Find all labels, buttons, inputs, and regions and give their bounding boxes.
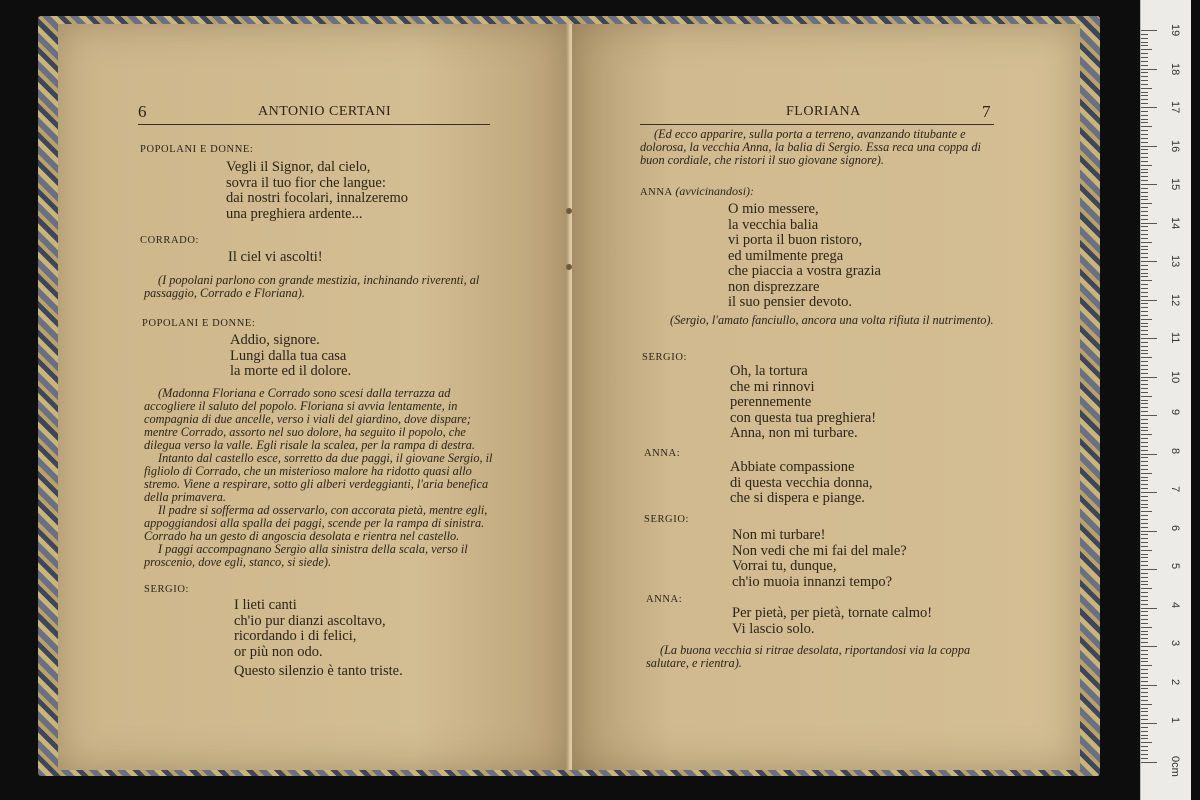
ruler-minor-tick (1141, 80, 1148, 81)
ruler-minor-tick (1141, 754, 1148, 755)
ruler-minor-tick (1141, 596, 1148, 597)
stage-paragraph: I paggi accompagnano Sergio alla sinistra della scala, verso il proscenio, dove egli, stanco, si siede). (144, 542, 468, 569)
verse-line: Non mi turbare! (732, 527, 826, 543)
ruler-minor-tick (1141, 49, 1152, 50)
page-number-right: 7 (982, 102, 991, 121)
ruler-minor-tick (1141, 430, 1148, 431)
verse-line: Il ciel vi ascolti! (228, 249, 323, 265)
ruler-minor-tick (1141, 484, 1148, 485)
ruler-minor-tick (1141, 246, 1148, 247)
ruler-label: 6 (1169, 524, 1181, 531)
verse-line: Questo silenzio è tanto triste. (234, 663, 403, 679)
ruler-major-tick (1141, 377, 1157, 378)
stage-paragraph: (La buona vecchia si ritrae desolata, riportandosi via la coppa salutare, e rientra). (646, 643, 971, 670)
ruler-minor-tick (1141, 423, 1148, 424)
verse-block (732, 606, 932, 637)
ruler-minor-tick (1141, 111, 1148, 112)
ruler-minor-tick (1141, 42, 1148, 43)
ruler-minor-tick (1141, 342, 1148, 343)
header-rule-left (138, 124, 490, 125)
speaker-label (640, 184, 754, 199)
ruler-minor-tick (1141, 99, 1148, 100)
ruler-minor-tick (1141, 122, 1148, 123)
ruler-minor-tick (1141, 600, 1148, 601)
ruler-minor-tick (1141, 419, 1148, 420)
ruler-minor-tick (1141, 581, 1148, 582)
ruler-minor-tick (1141, 519, 1148, 520)
speaker-name: ANNA (640, 187, 673, 198)
ruler-minor-tick (1141, 661, 1148, 662)
ruler-minor-tick (1141, 288, 1148, 289)
verse-block (730, 364, 876, 442)
ruler-minor-tick (1141, 427, 1148, 428)
ruler-minor-tick (1141, 361, 1148, 362)
verse-line: che mi rinnovi (730, 378, 815, 395)
ruler-minor-tick (1141, 269, 1148, 270)
ruler-major-tick (1141, 261, 1157, 262)
ruler-minor-tick (1141, 696, 1148, 697)
ruler-minor-tick (1141, 215, 1148, 216)
verse-line: Oh, la tortura (730, 363, 808, 379)
ruler-minor-tick (1141, 738, 1148, 739)
ruler-label: 7 (1169, 486, 1181, 493)
verse-line: di questa vecchia donna, (730, 474, 873, 491)
ruler-minor-tick (1141, 61, 1148, 62)
right-page (572, 24, 1080, 770)
ruler-minor-tick (1141, 504, 1148, 505)
ruler-minor-tick (1141, 446, 1148, 447)
ruler-minor-tick (1141, 604, 1148, 605)
ruler-minor-tick (1141, 34, 1148, 35)
verse-line: Addio, signore. (230, 332, 320, 348)
ruler-minor-tick (1141, 400, 1148, 401)
stage-direction (144, 274, 498, 300)
ruler-minor-tick (1141, 634, 1148, 635)
stage-paragraph: Intanto dal castello esce, sorretto da due paggi, il giovane Sergio, il figliolo di Corrado, che un misterioso malore ha ridotto quasi allo stremo. Viene a respirare, sotto gli alberi verdeggianti, l'aria benefica della primavera. (144, 451, 493, 504)
ruler-minor-tick (1141, 500, 1148, 501)
ruler-major-tick (1141, 569, 1157, 570)
speaker-label: ANNA: (646, 594, 683, 605)
ruler-minor-tick (1141, 588, 1152, 589)
ruler-minor-tick (1141, 396, 1152, 397)
ruler-minor-tick (1141, 615, 1148, 616)
ruler-minor-tick (1141, 153, 1148, 154)
verse-line: non disprezzare (728, 278, 820, 295)
ruler-minor-tick (1141, 353, 1148, 354)
ruler-minor-tick (1141, 511, 1152, 512)
ruler-minor-tick (1141, 161, 1148, 162)
ruler-minor-tick (1141, 276, 1148, 277)
ruler-minor-tick (1141, 350, 1148, 351)
ruler-minor-tick (1141, 527, 1148, 528)
verse-line: che si dispera e piange. (730, 490, 865, 506)
ruler-minor-tick (1141, 126, 1152, 127)
ruler-minor-tick (1141, 631, 1148, 632)
stage-paragraph: (Ed ecco apparire, sulla porta a terreno, avanzando titubante e dolorosa, la vecchia Anna, la balia di Sergio. Essa reca una coppa di buon cordiale, che ristori il suo giovane signore). (640, 127, 981, 167)
ruler-minor-tick (1141, 407, 1148, 408)
ruler-minor-tick (1141, 650, 1148, 651)
verse-block (228, 250, 323, 266)
ruler-minor-tick (1141, 561, 1148, 562)
ruler-label: 12 (1169, 293, 1181, 306)
ruler-minor-tick (1141, 465, 1148, 466)
ruler-major-tick (1141, 338, 1157, 339)
verse-line: una preghiera ardente... (226, 205, 363, 222)
ruler-minor-tick (1141, 323, 1148, 324)
verse-block (728, 202, 881, 311)
running-head-right: FLORIANA (786, 104, 861, 119)
ruler-major-tick (1141, 608, 1157, 609)
ruler-minor-tick (1141, 392, 1148, 393)
speaker-label: CORRADO: (140, 235, 200, 246)
ruler-minor-tick (1141, 534, 1148, 535)
ruler-minor-tick (1141, 84, 1148, 85)
ruler-minor-tick (1141, 238, 1148, 239)
verse-line: Vorrai tu, dunque, (732, 558, 837, 574)
ruler-minor-tick (1141, 688, 1148, 689)
ruler-minor-tick (1141, 434, 1152, 435)
ruler-major-tick (1141, 646, 1157, 647)
ruler-minor-tick (1141, 457, 1148, 458)
ruler-minor-tick (1141, 473, 1152, 474)
ruler-minor-tick (1141, 134, 1148, 135)
ruler-minor-tick (1141, 627, 1152, 628)
verse-line: ricordando i di felici, (234, 628, 357, 644)
ruler-major-tick (1141, 107, 1157, 108)
ruler-label: 8 (1169, 447, 1181, 454)
ruler-minor-tick (1141, 115, 1148, 116)
ruler-minor-tick (1141, 515, 1148, 516)
ruler-minor-tick (1141, 138, 1148, 139)
ruler-minor-tick (1141, 292, 1148, 293)
ruler-minor-tick (1141, 76, 1148, 77)
ruler-minor-tick (1141, 388, 1148, 389)
verse-line: Per pietà, per pietà, tornate calmo! (732, 605, 933, 621)
ruler-minor-tick (1141, 507, 1148, 508)
ruler-minor-tick (1141, 303, 1148, 304)
ruler-label: 19 (1169, 24, 1181, 37)
ruler-minor-tick (1141, 219, 1148, 220)
ruler-label: 18 (1169, 62, 1181, 75)
ruler-minor-tick (1141, 315, 1148, 316)
ruler-minor-tick (1141, 373, 1148, 374)
ruler-minor-tick (1141, 573, 1148, 574)
verse-line: ed umilmente prega (728, 247, 844, 264)
ruler-minor-tick (1141, 253, 1148, 254)
ruler-minor-tick (1141, 234, 1148, 235)
verse-block (732, 528, 907, 590)
verse-line: Non vedi che mi fai del male? (732, 542, 907, 559)
ruler-minor-tick (1141, 226, 1148, 227)
ruler-minor-tick (1141, 172, 1148, 173)
stage-paragraph: (Madonna Floriana e Corrado sono scesi dalla terrazza ad accogliere il saluto del popolo. Floriana si avvia lentamente, in compagnia di due ancelle, verso i viali del giardino, dove dispare; mentre Corrado, assorto nel suo dolore, ha seguito il popolo, che dilegua verso la valle. Egli risale la scalea, per la rampa di destra. (144, 386, 475, 452)
ruler-label: 0cm (1169, 755, 1181, 777)
ruler-minor-tick (1141, 38, 1148, 39)
stage-paragraph: Il padre si sofferma ad osservarlo, con accorata pietà, mentre egli, appoggiandosi alla spalla dei paggi, scende per la rampa di sinistra. Corrado ha un gesto di angoscia desolata e rientra nel castello. (144, 503, 488, 543)
ruler-minor-tick (1141, 673, 1148, 674)
ruler-minor-tick (1141, 346, 1148, 347)
speaker-label: SERGIO: (644, 514, 690, 525)
ruler-minor-tick (1141, 165, 1152, 166)
ruler-minor-tick (1141, 557, 1148, 558)
ruler-minor-tick (1141, 523, 1148, 524)
ruler-minor-tick (1141, 715, 1148, 716)
ruler-minor-tick (1141, 119, 1148, 120)
ruler-minor-tick (1141, 461, 1148, 462)
ruler-minor-tick (1141, 623, 1148, 624)
stage-paragraph: (I popolani parlono con grande mestizia, inchinando riverenti, al passaggio, Corrado e Floriana). (144, 273, 480, 300)
ruler-minor-tick (1141, 758, 1148, 759)
ruler-label: 5 (1169, 563, 1181, 570)
ruler-major-tick (1141, 30, 1157, 31)
ruler-minor-tick (1141, 230, 1148, 231)
ruler-minor-tick (1141, 207, 1148, 208)
ruler-minor-tick (1141, 550, 1152, 551)
ruler-minor-tick (1141, 192, 1148, 193)
stage-direction (646, 644, 998, 670)
verse-line: I lieti canti (234, 597, 297, 613)
stage-direction (144, 387, 498, 569)
stage-direction (656, 314, 994, 327)
speaker-label: SERGIO: (144, 584, 190, 595)
ruler-major-tick (1141, 184, 1157, 185)
verse-line: Vi lascio solo. (732, 620, 815, 637)
ruler-major-tick (1141, 492, 1157, 493)
ruler-minor-tick (1141, 742, 1152, 743)
ruler-minor-tick (1141, 280, 1152, 281)
ruler-minor-tick (1141, 265, 1148, 266)
ruler-minor-tick (1141, 708, 1148, 709)
ruler-label: 4 (1169, 601, 1181, 608)
verse-line: O mio messere, (728, 201, 819, 217)
verse-block (234, 598, 386, 660)
ruler-label: 17 (1169, 101, 1181, 114)
ruler-minor-tick (1141, 369, 1148, 370)
measuring-ruler (1140, 0, 1191, 800)
ruler-minor-tick (1141, 72, 1148, 73)
ruler-minor-tick (1141, 142, 1148, 143)
ruler-minor-tick (1141, 731, 1148, 732)
ruler-minor-tick (1141, 242, 1152, 243)
verse-line: perennemente (730, 394, 812, 410)
ruler-label: 1 (1169, 717, 1181, 724)
verse-block (234, 664, 403, 680)
ruler-label: 16 (1169, 139, 1181, 152)
ruler-label: 2 (1169, 678, 1181, 685)
ruler-minor-tick (1141, 88, 1152, 89)
ruler-minor-tick (1141, 203, 1152, 204)
verse-line: ch'io muoia innanzi tempo? (732, 573, 893, 590)
ruler-major-tick (1141, 454, 1157, 455)
speaker-note: (avvicinandosi): (675, 184, 755, 198)
ruler-minor-tick (1141, 700, 1148, 701)
ruler-major-tick (1141, 223, 1157, 224)
ruler-minor-tick (1141, 538, 1148, 539)
ruler-minor-tick (1141, 619, 1148, 620)
verse-block (730, 460, 873, 507)
ruler-minor-tick (1141, 199, 1148, 200)
ruler-minor-tick (1141, 188, 1148, 189)
ruler-major-tick (1141, 762, 1157, 763)
ruler-minor-tick (1141, 750, 1148, 751)
ruler-major-tick (1141, 300, 1157, 301)
ruler-minor-tick (1141, 45, 1148, 46)
ruler-minor-tick (1141, 284, 1148, 285)
ruler-minor-tick (1141, 196, 1148, 197)
ruler-minor-tick (1141, 665, 1152, 666)
verse-line: con questa tua preghiera! (730, 409, 877, 426)
stage-paragraph: (Sergio, l'amato fanciullo, ancora una volta rifiuta il nutrimento). (670, 313, 994, 327)
ruler-minor-tick (1141, 149, 1148, 150)
verse-line: Abbiate compassione (730, 459, 855, 475)
ruler-minor-tick (1141, 53, 1148, 54)
verse-line: vi porta il buon ristoro, (728, 232, 863, 248)
ruler-minor-tick (1141, 169, 1148, 170)
ruler-minor-tick (1141, 330, 1148, 331)
page-number-left: 6 (138, 102, 147, 121)
ruler-minor-tick (1141, 542, 1148, 543)
ruler-minor-tick (1141, 711, 1148, 712)
ruler-minor-tick (1141, 319, 1152, 320)
ruler-minor-tick (1141, 611, 1148, 612)
ruler-minor-tick (1141, 95, 1148, 96)
ruler-minor-tick (1141, 450, 1148, 451)
ruler-minor-tick (1141, 477, 1148, 478)
verse-line: la vecchia balia (728, 216, 819, 233)
ruler-minor-tick (1141, 654, 1148, 655)
ruler-minor-tick (1141, 296, 1148, 297)
ruler-label: 11 (1169, 332, 1181, 344)
ruler-minor-tick (1141, 669, 1148, 670)
verse-line: che piaccia a vostra grazia (728, 263, 881, 279)
ruler-label: 15 (1169, 178, 1181, 191)
ruler-minor-tick (1141, 326, 1148, 327)
ruler-minor-tick (1141, 334, 1148, 335)
verse-line: il suo pensier devoto. (728, 294, 853, 310)
ruler-minor-tick (1141, 677, 1148, 678)
ruler-major-tick (1141, 415, 1157, 416)
ruler-minor-tick (1141, 130, 1148, 131)
ruler-minor-tick (1141, 403, 1148, 404)
ruler-label: 9 (1169, 409, 1181, 416)
ruler-minor-tick (1141, 257, 1148, 258)
ruler-minor-tick (1141, 249, 1148, 250)
ruler-label: 14 (1169, 216, 1181, 229)
left-page (58, 24, 570, 770)
header-rule-right (640, 124, 994, 125)
ruler-minor-tick (1141, 380, 1148, 381)
ruler-label: 3 (1169, 640, 1181, 647)
verse-line: Lungi dalla tua casa (230, 347, 347, 364)
stage-direction (640, 128, 996, 167)
ruler-minor-tick (1141, 65, 1148, 66)
verse-line: Vegli il Signor, dal cielo, (226, 159, 371, 175)
ruler-minor-tick (1141, 103, 1148, 104)
running-head-left: ANTONIO CERTANI (258, 104, 392, 119)
ruler-minor-tick (1141, 488, 1148, 489)
speaker-label: POPOLANI E DONNE: (140, 144, 254, 155)
ruler-minor-tick (1141, 442, 1148, 443)
ruler-minor-tick (1141, 554, 1148, 555)
ruler-minor-tick (1141, 638, 1148, 639)
ruler-minor-tick (1141, 469, 1148, 470)
ruler-minor-tick (1141, 211, 1148, 212)
ruler-minor-tick (1141, 411, 1148, 412)
ruler-minor-tick (1141, 584, 1148, 585)
ruler-minor-tick (1141, 157, 1148, 158)
verse-line: or più non odo. (234, 643, 323, 660)
verse-line: ch'io pur dianzi ascoltavo, (234, 612, 386, 629)
ruler-minor-tick (1141, 658, 1148, 659)
verse-block (230, 333, 351, 380)
verse-line: la morte ed il dolore. (230, 363, 352, 379)
ruler-minor-tick (1141, 692, 1148, 693)
ruler-minor-tick (1141, 546, 1148, 547)
ruler-major-tick (1141, 69, 1157, 70)
ruler-major-tick (1141, 146, 1157, 147)
ruler-minor-tick (1141, 719, 1148, 720)
ruler-minor-tick (1141, 365, 1148, 366)
ruler-minor-tick (1141, 642, 1148, 643)
ruler-label: 13 (1169, 255, 1181, 268)
ruler-minor-tick (1141, 746, 1148, 747)
ruler-minor-tick (1141, 438, 1148, 439)
ruler-minor-tick (1141, 577, 1148, 578)
verse-block (226, 160, 408, 222)
ruler-minor-tick (1141, 496, 1148, 497)
ruler-minor-tick (1141, 307, 1148, 308)
ruler-minor-tick (1141, 565, 1148, 566)
ruler-minor-tick (1141, 311, 1148, 312)
ruler-major-tick (1141, 531, 1157, 532)
verse-line: sovra il tuo fior che langue: (226, 174, 386, 191)
ruler-label: 10 (1169, 370, 1181, 383)
ruler-major-tick (1141, 723, 1157, 724)
ruler-minor-tick (1141, 480, 1148, 481)
ruler-minor-tick (1141, 357, 1152, 358)
ruler-minor-tick (1141, 704, 1152, 705)
ruler-minor-tick (1141, 57, 1148, 58)
speaker-label: ANNA: (644, 448, 681, 459)
speaker-label: POPOLANI E DONNE: (142, 318, 256, 329)
ruler-minor-tick (1141, 92, 1148, 93)
verse-line: dai nostri focolari, innalzeremo (226, 190, 408, 206)
ruler-minor-tick (1141, 681, 1148, 682)
ruler-minor-tick (1141, 180, 1148, 181)
verse-line: Anna, non mi turbare. (730, 425, 858, 441)
ruler-major-tick (1141, 685, 1157, 686)
ruler-minor-tick (1141, 727, 1148, 728)
ruler-minor-tick (1141, 273, 1148, 274)
ruler-minor-tick (1141, 176, 1148, 177)
ruler-minor-tick (1141, 384, 1148, 385)
speaker-label: SERGIO: (642, 352, 688, 363)
ruler-minor-tick (1141, 735, 1148, 736)
ruler-minor-tick (1141, 592, 1148, 593)
